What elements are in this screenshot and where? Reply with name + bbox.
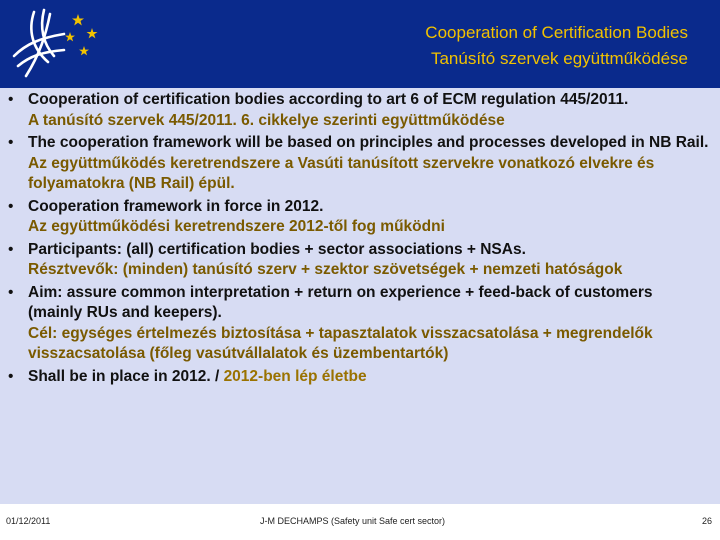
bullet-text-hu: Az együttműködési keretrendszere 2012-től fog működni xyxy=(28,218,445,235)
bullet-item xyxy=(6,240,711,281)
slide-content xyxy=(0,88,720,504)
bullet-marker: • xyxy=(8,283,14,301)
bullet-text-hu: Cél: egységes értelmezés biztosítása + tapasztalatok visszacsatolása + megrendelők visszacsatolása (főleg vasútvállalatok és üzembentartók) xyxy=(28,324,653,362)
bullet-marker: • xyxy=(8,240,14,258)
bullet-text-en: Participants: (all) certification bodies + sector associations + NSAs. xyxy=(28,240,526,258)
footer-author: J-M DECHAMPS (Safety unit Safe cert sector) xyxy=(260,516,446,526)
bullet-item xyxy=(6,90,711,131)
bullet-text-hu: Résztvevők: (minden) tanúsító szerv + szektor szövetségek + nemzeti hatóságok xyxy=(28,261,623,278)
title-hungarian: Tanúsító szervek együttműködése xyxy=(430,49,688,68)
slide-header xyxy=(0,0,720,88)
title-english: Cooperation of Certification Bodies xyxy=(425,23,688,42)
bullet-text-hu: Az együttműködés keretrendszere a Vasúti tanúsított szervekre vonatkozó elvekre és folyamatokra (NB Rail) épül. xyxy=(28,154,655,192)
era-logo-icon xyxy=(6,4,106,84)
bullet-list xyxy=(6,90,711,389)
footer-date: 01/12/2011 xyxy=(6,516,51,526)
bullet-text-en: Cooperation framework in force in 2012. xyxy=(28,197,324,215)
bullet-item xyxy=(6,367,711,388)
slide-title xyxy=(425,20,688,72)
bullet-text-en: Aim: assure common interpretation + return on experience + feed-back of customers (mainly RUs and keepers). xyxy=(28,283,653,321)
bullet-text-en: Cooperation of certification bodies according to art 6 of ECM regulation 445/2011. xyxy=(28,91,629,108)
bullet-item xyxy=(6,283,711,365)
slide-footer xyxy=(0,504,720,540)
bullet-marker: • xyxy=(8,367,14,385)
bullet-text-en: Shall be in place in 2012. / xyxy=(28,367,224,385)
bullet-text-en: The cooperation framework will be based on principles and processes developed in NB Rail. xyxy=(28,134,709,151)
bullet-text-hu: A tanúsító szervek 445/2011. 6. cikkelye szerinti együttműködése xyxy=(28,111,505,129)
footer-page-number: 26 xyxy=(701,516,712,526)
bullet-item xyxy=(6,133,711,195)
bullet-marker: • xyxy=(8,197,14,215)
bullet-marker: • xyxy=(8,91,14,108)
bullet-item xyxy=(6,197,711,238)
bullet-text-hu: 2012-ben lép életbe xyxy=(223,367,367,385)
bullet-marker: • xyxy=(8,134,14,151)
